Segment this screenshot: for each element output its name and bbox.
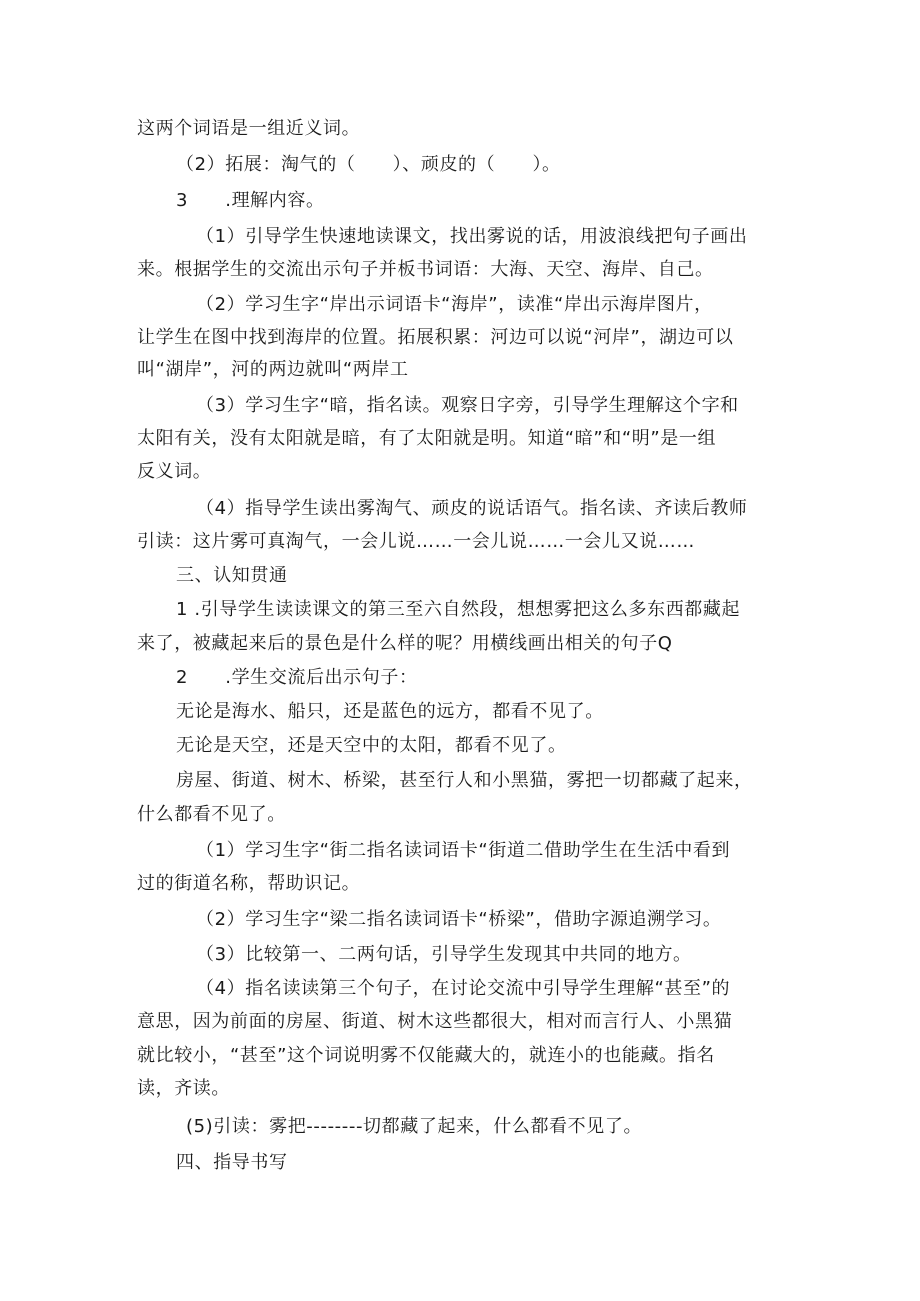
text-line: （1）引导学生快速地读课文，找出雾说的话，用波浪线把句子画出 xyxy=(196,226,748,247)
text-line: （3）学习生字“暗，指名读。观察日字旁，引导学生理解这个字和 xyxy=(196,395,739,416)
text-line: 什么都看不见了。 xyxy=(137,804,286,825)
text-line: （3）比较第一、二两句话，引导学生发现其中共同的地方。 xyxy=(196,944,692,965)
text-line: 太阳有关，没有太阳就是暗，有了太阳就是明。知道“暗”和“明”是一组 xyxy=(137,428,717,449)
text-line: 来了，被藏起来后的景色是什么样的呢？用横线画出相关的句子Q xyxy=(137,633,673,654)
text-line: 2 .学生交流后出示句子： xyxy=(176,667,418,688)
section-heading: 三、认知贯通 xyxy=(176,565,288,586)
text-line: 这两个词语是一组近义词。 xyxy=(137,118,361,139)
text-line: （4）指名读读第三个句子，在讨论交流中引导学生理解“甚至”的 xyxy=(196,978,731,999)
text-line: （2）学习生字“梁二指名读词语卡“桥梁”，借助字源追溯学习。 xyxy=(196,909,722,930)
text-line: （2）拓展：淘气的（ ）、顽皮的（ ）。 xyxy=(176,154,561,175)
text-line: 过的街道名称，帮助识记。 xyxy=(137,873,361,894)
text-line: 3 .理解内容。 xyxy=(176,190,325,211)
text-line: （4）指导学生读出雾淘气、顽皮的说话语气。指名读、齐读后教师 xyxy=(196,498,748,519)
text-line: (5)引读：雾把--------切都藏了起来，什么都看不见了。 xyxy=(186,1116,643,1137)
text-line: 房屋、街道、树木、桥梁，甚至行人和小黑猫，雾把一切都藏了起来， xyxy=(176,770,753,791)
text-line: （2）学习生字“岸出示词语卡“海岸”，读准“岸出示海岸图片， xyxy=(196,294,713,315)
text-line: （1）学习生字“街二指名读词语卡“街道二借助学生在生活中看到 xyxy=(196,840,731,861)
text-line: 反义词。 xyxy=(137,461,212,482)
section-heading: 四、指导书写 xyxy=(176,1152,288,1173)
text-line: 读，齐读。 xyxy=(137,1078,230,1099)
text-line: 就比较小，“甚至”这个词说明雾不仅能藏大的，就连小的也能藏。指名 xyxy=(137,1045,715,1066)
text-line: 意思，因为前面的房屋、街道、树木这些都很大，相对而言行人、小黑猫 xyxy=(137,1011,733,1032)
text-line: 无论是海水、船只，还是蓝色的远方，都看不见了。 xyxy=(176,701,604,722)
text-line: 来。根据学生的交流出示句子并板书词语：大海、天空、海岸、自己。 xyxy=(137,259,714,280)
text-line: 引读：这片雾可真淘气，一会儿说……一会儿说……一会儿又说…… xyxy=(137,531,695,552)
text-line: 叫“湖岸”，河的两边就叫“两岸工 xyxy=(137,359,409,380)
text-line: 1 .引导学生读读课文的第三至六自然段，想想雾把这么多东西都藏起 xyxy=(176,599,741,620)
text-line: 无论是天空，还是天空中的太阳，都看不见了。 xyxy=(176,735,567,756)
text-line: 让学生在图中找到海岸的位置。拓展积累：河边可以说“河岸”，湖边可以 xyxy=(137,327,734,348)
